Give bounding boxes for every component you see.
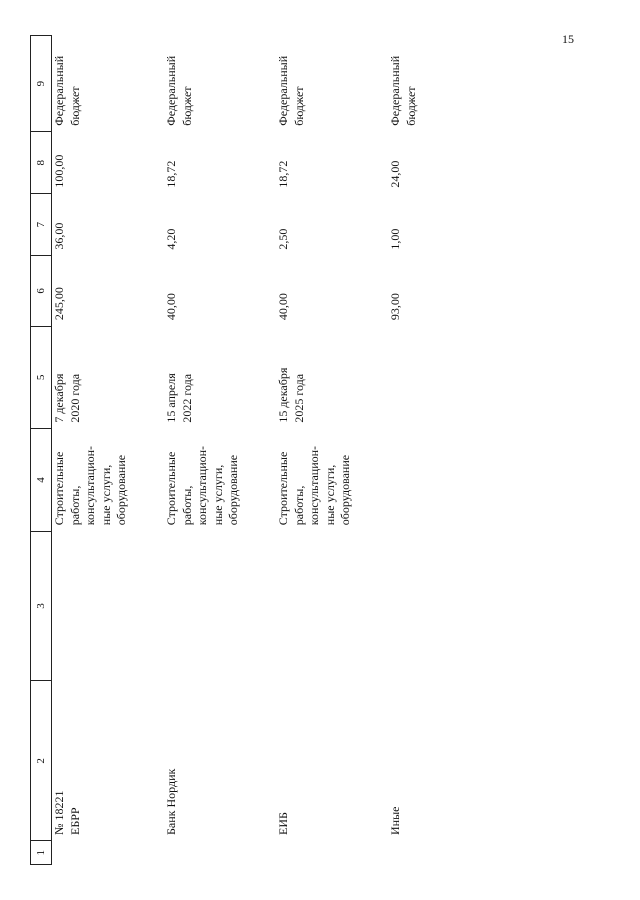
column-number-9: 9	[31, 36, 52, 132]
cell-source: Федеральный бюджет	[52, 55, 82, 126]
cell-col1	[388, 841, 508, 865]
cell-col7-value: 4,20	[164, 228, 178, 250]
cell-col6-value: 245,00	[52, 287, 66, 321]
column-number-8: 8	[31, 132, 52, 194]
cell-date: 15 декабря 2025 года	[276, 367, 306, 423]
cell-purpose	[388, 429, 508, 532]
cell-date: 15 апреля 2022 года	[164, 373, 194, 423]
cell-source: Федеральный бюджет	[164, 55, 194, 126]
cell-date: 7 декабря 2020 года	[52, 373, 82, 423]
cell-col6-value: 93,00	[388, 293, 402, 321]
cell-source: Федеральный бюджет	[276, 55, 306, 126]
column-number-1: 1	[31, 841, 52, 865]
cell-col6-value: 40,00	[276, 293, 290, 321]
table-row	[388, 36, 508, 865]
cell-purpose: Строительные работы, консультацион- ные услуги, оборудование	[276, 445, 353, 526]
cell-col7-value: 36,00	[52, 222, 66, 250]
cell-col8-value: 24,00	[388, 160, 402, 188]
cell-col7-value: 1,00	[388, 228, 402, 250]
table-row	[52, 36, 165, 865]
loans-table	[30, 35, 508, 865]
cell-date	[388, 326, 508, 429]
cell-col8-value: 18,72	[164, 160, 178, 188]
column-number-3: 3	[31, 531, 52, 681]
cell-col1	[164, 841, 276, 865]
cell-col8-value: 18,72	[276, 160, 290, 188]
cell-col7-value: 2,50	[276, 228, 290, 250]
cell-lender: Банк Нордик	[164, 768, 178, 835]
page-number: 15	[562, 32, 574, 46]
cell-lender: ЕИБ	[276, 812, 290, 835]
cell-col3	[52, 531, 165, 681]
cell-lender: Иные	[388, 806, 402, 835]
column-number-7: 7	[31, 194, 52, 256]
cell-col3	[276, 531, 388, 681]
cell-col6-value: 40,00	[164, 293, 178, 321]
cell-purpose: Строительные работы, консультацион- ные услуги, оборудование	[164, 445, 241, 526]
cell-purpose: Строительные работы, консультацион- ные услуги, оборудование	[52, 445, 129, 526]
table-header-row	[31, 36, 52, 865]
cell-col8-value: 100,00	[52, 154, 66, 188]
cell-source: Федеральный бюджет	[388, 55, 418, 126]
table-row	[164, 36, 276, 865]
cell-col1	[276, 841, 388, 865]
rotated-table-area	[30, 30, 640, 856]
column-number-2: 2	[31, 681, 52, 841]
column-number-6: 6	[31, 256, 52, 327]
rotated-table-wrapper	[30, 45, 570, 865]
cell-col3	[388, 531, 508, 681]
column-number-5: 5	[31, 326, 52, 429]
column-number-4: 4	[31, 429, 52, 532]
cell-lender: № 18221 ЕБРР	[52, 790, 82, 835]
table-row	[276, 36, 388, 865]
cell-col1	[52, 841, 165, 865]
cell-col3	[164, 531, 276, 681]
